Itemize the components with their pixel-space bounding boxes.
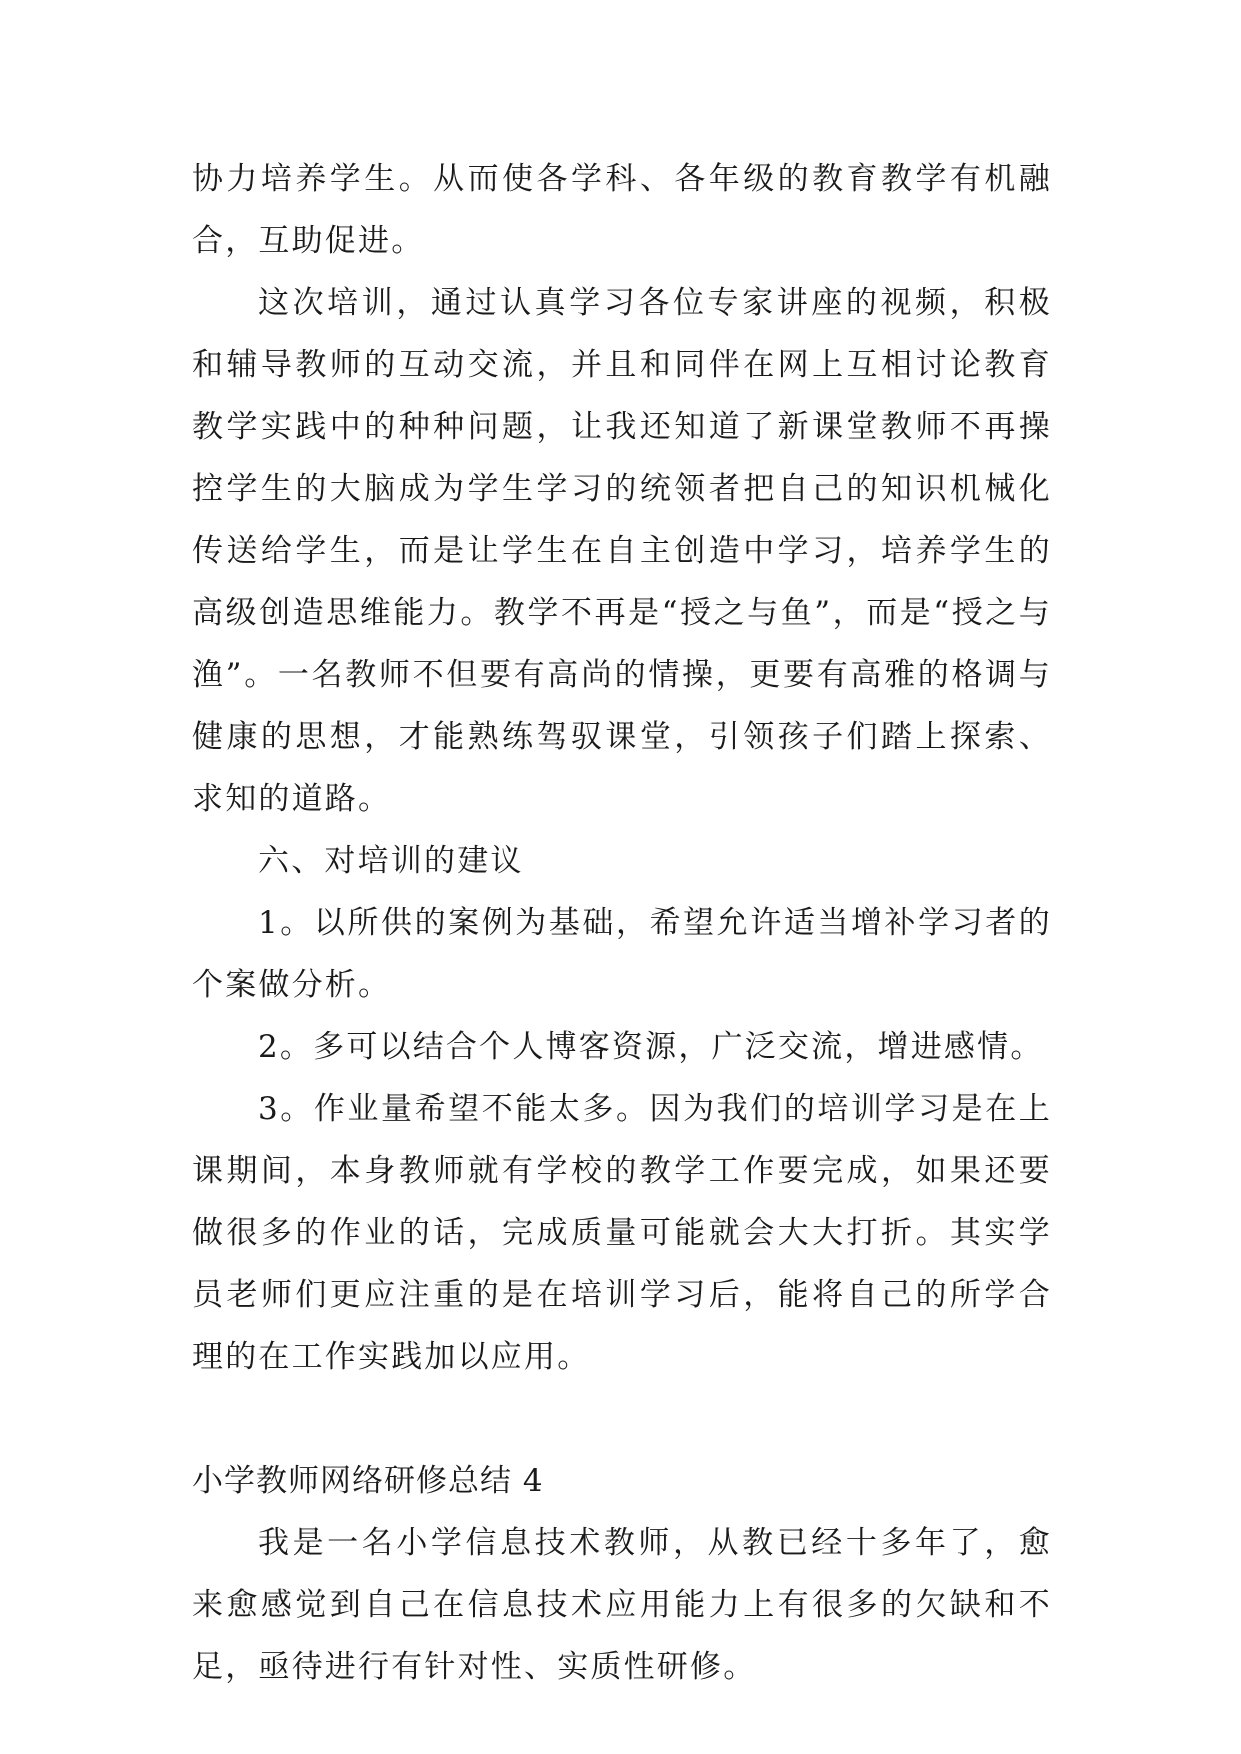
section-title: 小学教师网络研修总结 4	[192, 1463, 544, 1499]
paragraph-1: 协力培养学生。从而使各学科、各年级的教育教学有机融合，互助促进。	[192, 161, 1052, 259]
paragraph-suggestion-1: 1。以所供的案例为基础，希望允许适当增补学习者的个案做分析。	[192, 905, 1052, 1003]
paragraph-section-intro: 我是一名小学信息技术教师，从教已经十多年了，愈来愈感觉到自己在信息技术应用能力上有很多的欠缺和不足，亟待进行有针对性、实质性研修。	[192, 1525, 1052, 1685]
paragraph-2: 这次培训，通过认真学习各位专家讲座的视频，积极和辅导教师的互动交流，并且和同伴在网上互相讨论教育教学实践中的种种问题，让我还知道了新课堂教师不再操控学生的大脑成为学生学习的统领者把自己的知识机械化传送给学生，而是让学生在自主创造中学习，培养学生的高级创造思维能力。教学不再是“授之与鱼”，而是“授之与渔”。一名教师不但要有高尚的情操，更要有高雅的格调与健康的思想，才能熟练驾驭课堂，引领孩子们踏上探索、求知的道路。	[192, 285, 1052, 817]
paragraph-suggestion-3: 3。作业量希望不能太多。因为我们的培训学习是在上课期间，本身教师就有学校的教学工作要完成，如果还要做很多的作业的话，完成质量可能就会大大打折。其实学员老师们更应注重的是在培训学习后，能将自己的所学合理的在工作实践加以应用。	[192, 1091, 1052, 1375]
document-body	[192, 148, 1052, 1698]
paragraph-heading-suggestions: 六、对培训的建议	[258, 843, 524, 879]
paragraph-suggestion-2: 2。多可以结合个人博客资源，广泛交流，增进感情。	[258, 1029, 1044, 1065]
